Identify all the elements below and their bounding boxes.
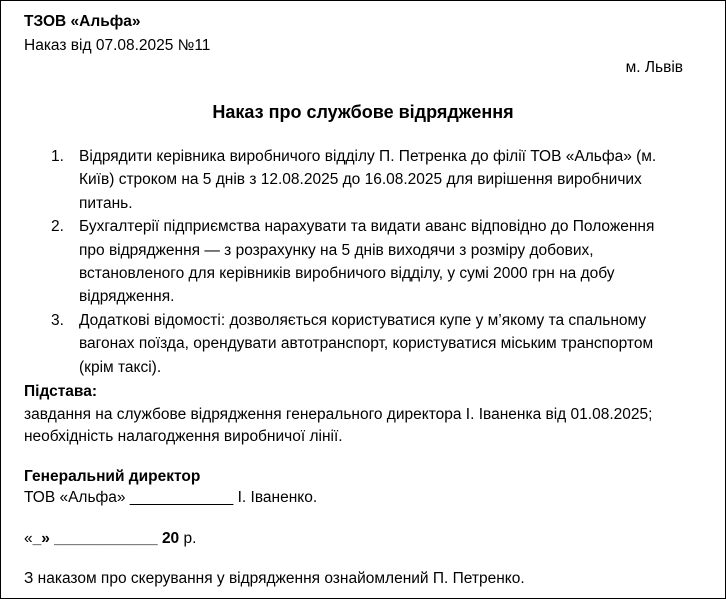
item-line: Відрядити керівника виробничого відділу П. Петренка до філії ТОВ «Альфа» (м. xyxy=(79,148,657,165)
list-item xyxy=(51,309,711,379)
list-item xyxy=(51,215,711,309)
item-line: вагонах поїзда, орендувати автотранспорт, користуватися міським транспортом xyxy=(79,335,654,353)
item-number: 1. xyxy=(51,148,64,165)
date-month-blank: ____________ xyxy=(49,530,162,547)
item-line: про відрядження — з розрахунку на 5 днів виходячи з розміру добових, xyxy=(79,241,594,259)
item-line: Бухгалтерії підприємства нарахувати та видати аванс відповідно до Положення xyxy=(79,218,655,236)
item-number: 2. xyxy=(51,218,64,236)
acknowledgement: З наказом про скерування у відрядження ознайомлений П. Петренко. xyxy=(24,570,525,587)
signature-line: ТОВ «Альфа» ____________ І. Іваненко. xyxy=(24,489,318,506)
item-line: Київ) строком на 5 днів з 12.08.2025 до 16.08.2025 для вирішення виробничих xyxy=(79,171,642,189)
item-line: встановленого для керівників виробничого відділу, у сумі 2000 грн на добу xyxy=(79,265,615,283)
date-suffix: р. xyxy=(179,530,197,547)
date-close-quote: » xyxy=(41,530,50,547)
company-name: ТЗОВ «Альфа» xyxy=(24,13,141,30)
item-line: (крім таксі). xyxy=(79,358,162,376)
list-item xyxy=(51,145,711,215)
basis-line: завдання на службове відрядження генерального директора І. Іваненка від 01.08.2025; xyxy=(24,406,653,423)
basis-line: необхідність налагодження виробничої лінії. xyxy=(24,428,343,445)
order-reference: Наказ від 07.08.2025 №11 xyxy=(24,37,211,54)
city: м. Львів xyxy=(625,59,683,76)
item-line: питань. xyxy=(79,194,133,212)
date-line xyxy=(24,529,196,549)
date-day-blank: _ xyxy=(32,530,42,547)
item-line: Додаткові відомості: дозволяється користуватися купе у м’якому та спальному xyxy=(79,311,647,329)
item-number: 3. xyxy=(51,311,64,329)
basis-heading: Підстава: xyxy=(24,383,98,400)
signatory-position: Генеральний директор xyxy=(24,468,201,485)
page-title: Наказ про службове відрядження xyxy=(212,102,514,122)
order-items-list xyxy=(51,145,711,379)
date-open-quote: « xyxy=(24,530,33,547)
date-year-prefix: 20 xyxy=(161,530,180,547)
item-line: відрядження. xyxy=(79,288,175,306)
